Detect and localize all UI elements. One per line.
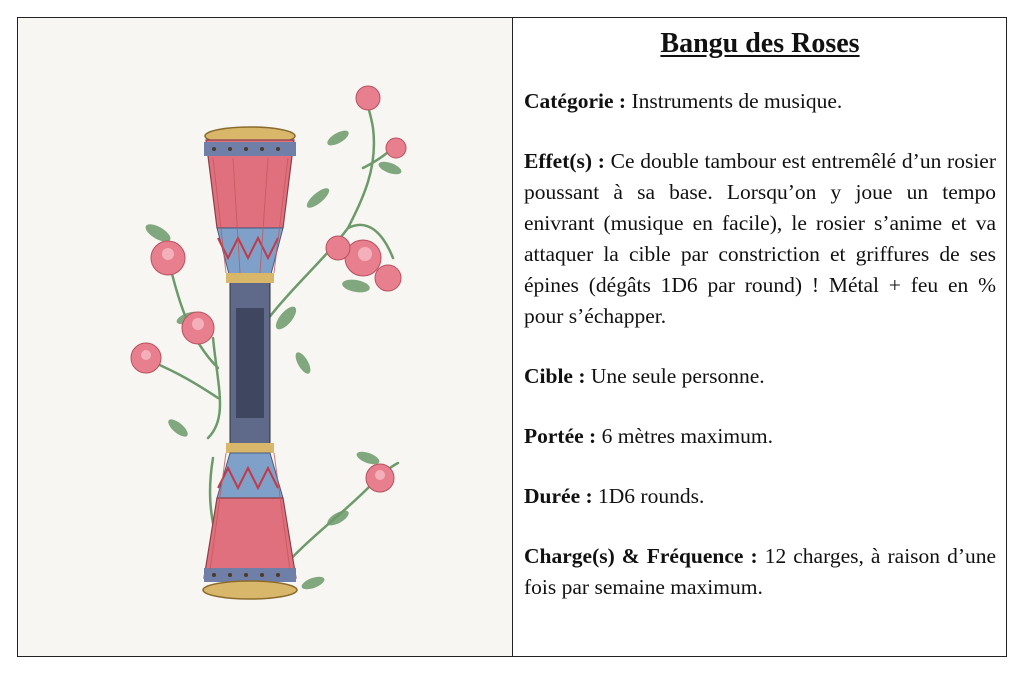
item-description [513,18,1006,656]
field-label: Portée : [524,424,597,448]
field-label: Cible : [524,364,586,388]
field-label: Effet(s) : [524,149,605,173]
field-category [524,86,996,117]
field-value: 6 mètres maximum. [601,424,773,448]
field-label: Charge(s) & Fréquence : [524,544,758,568]
field-target [524,361,996,392]
field-range [524,421,996,452]
field-effects [524,146,996,332]
field-value: 12 charges, à raison d’une fois par semaine maximum. [524,544,997,599]
drum-illustration [18,18,513,656]
field-label: Durée : [524,484,593,508]
field-charges [524,541,996,603]
item-title: Bangu des Roses [660,28,860,59]
field-value: Instruments de musique. [631,89,843,113]
field-value: Ce double tambour est entremêlé d’un rosier poussant à sa base. Lorsqu’on y joue un tempo enivrant (musique en facile), le rosier s’anime et va attaquer la cible par constriction et griffures de ses épines (dégâts 1D6 par round) ! Métal + feu en % pour s’échapper. [524,149,997,328]
field-value: 1D6 rounds. [598,484,705,508]
item-card [17,17,1007,657]
field-label: Catégorie : [524,89,627,113]
item-illustration [18,18,513,656]
field-duration [524,481,996,512]
field-value: Une seule personne. [590,364,765,388]
